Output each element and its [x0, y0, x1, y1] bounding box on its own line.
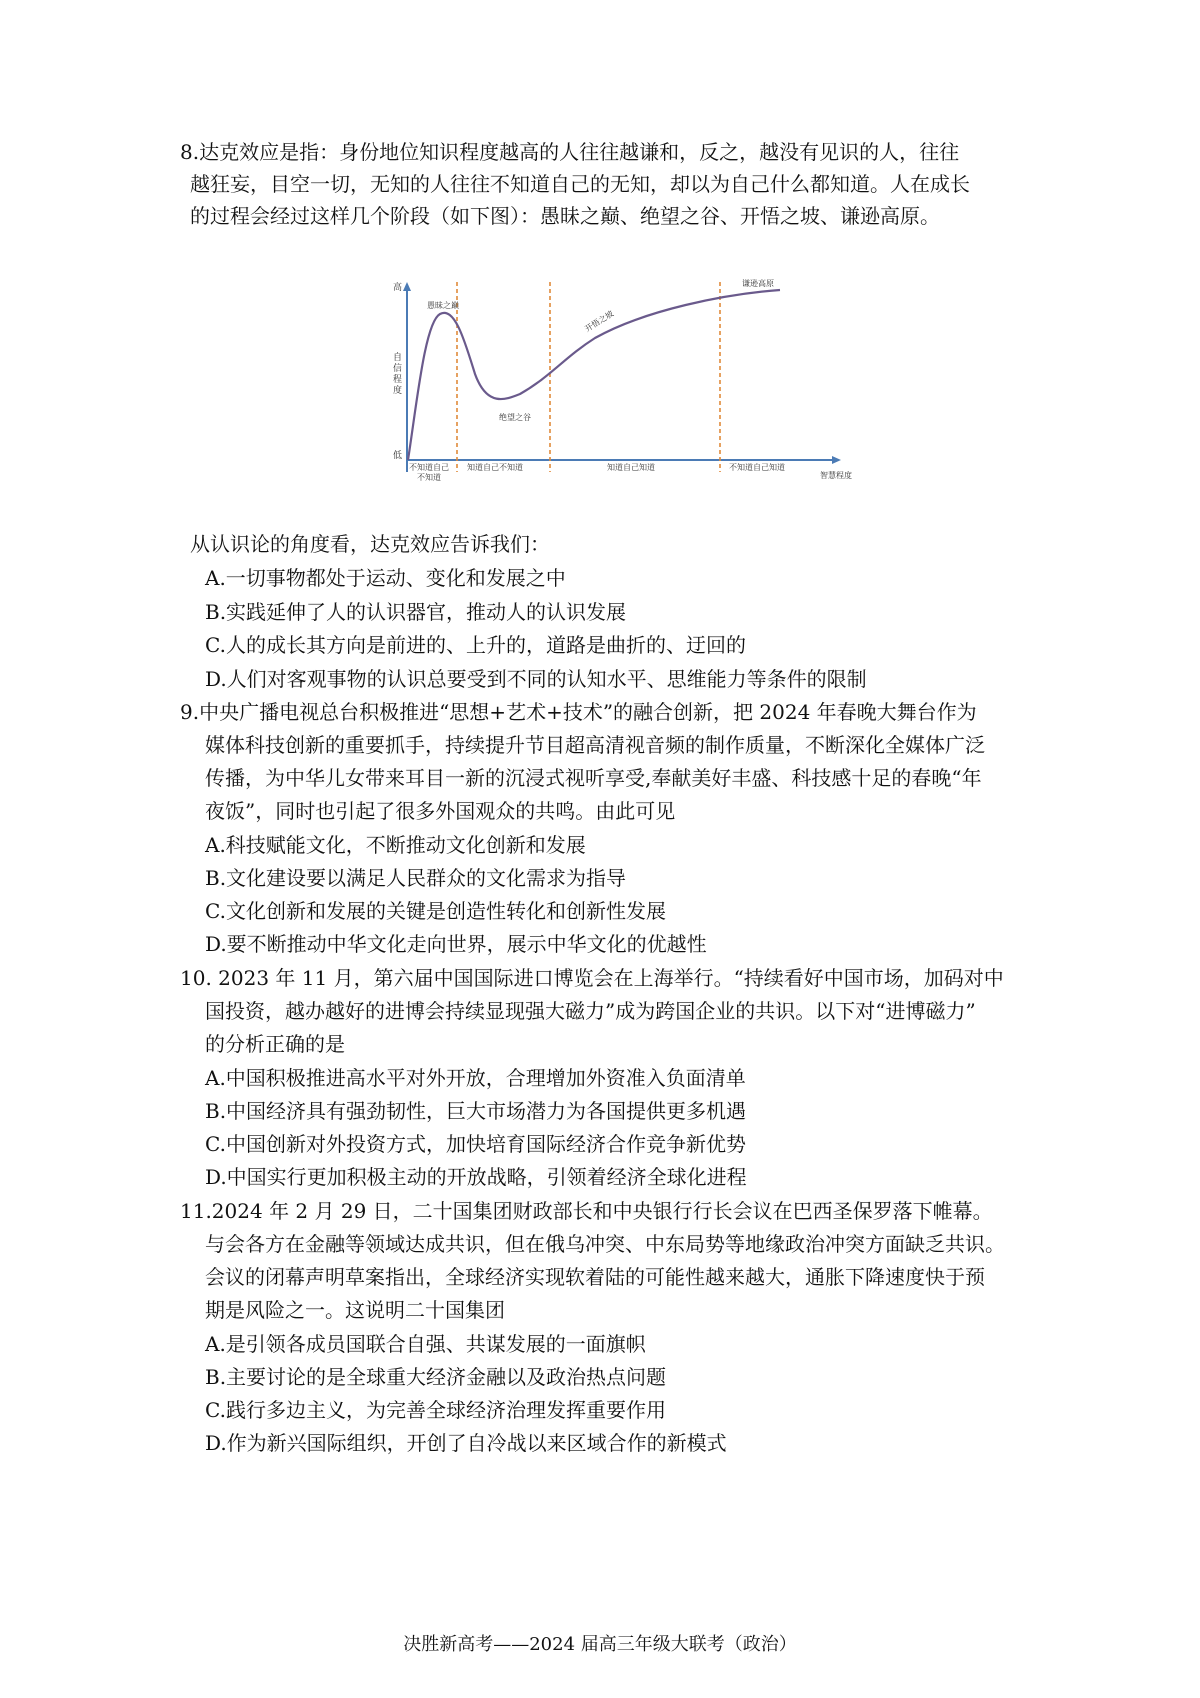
- stage-label: 不知道: [417, 473, 441, 482]
- q9-text-line: 9.中央广播电视总台积极推进“思想+艺术+技术”的融合创新，把 2024 年春晚大舞台作为: [180, 700, 977, 724]
- x-axis-label: 智慧程度: [820, 471, 852, 480]
- q9-text-line: 媒体科技创新的重要抓手，持续提升节目超高清视音频的制作质量，不断深化全媒体广泛: [205, 733, 985, 757]
- q10-option-b[interactable]: B.中国经济具有强劲韧性，巨大市场潜力为各国提供更多机遇: [205, 1099, 747, 1123]
- y-axis-label: 程: [393, 374, 403, 384]
- q9-option-c[interactable]: C.文化创新和发展的关键是创造性转化和创新性发展: [205, 899, 666, 923]
- y-bottom-label: 低: [393, 450, 403, 460]
- q8-option-d[interactable]: D.人们对客观事物的认识总要受到不同的认知水平、思维能力等条件的限制: [205, 667, 867, 691]
- y-axis-label: 自: [393, 352, 403, 362]
- q10-option-c[interactable]: C.中国创新对外投资方式，加快培育国际经济合作竞争新优势: [205, 1132, 746, 1156]
- y-axis-label: 信: [393, 363, 403, 373]
- x-axis-arrow: [832, 456, 841, 464]
- q9-option-b[interactable]: B.文化建设要以满足人民群众的文化需求为指导: [205, 866, 627, 890]
- q8-option-a[interactable]: A.一切事物都处于运动、变化和发展之中: [205, 566, 566, 590]
- q11-text-line: 会议的闭幕声明草案指出，全球经济实现软着陆的可能性越来越大，通胀下降速度快于预: [205, 1265, 985, 1289]
- q11-text-line: 期是风险之一。这说明二十国集团: [205, 1298, 505, 1322]
- q11-text-line: 11.2024 年 2 月 29 日，二十国集团财政部长和中央银行行长会议在巴西圣保罗落下帷幕。: [180, 1199, 993, 1223]
- q9-option-d[interactable]: D.要不断推动中华文化走向世界，展示中华文化的优越性: [205, 932, 707, 956]
- q8-text-line: 的过程会经过这样几个阶段（如下图）：愚昧之巅、绝望之谷、开悟之坡、谦逊高原。: [190, 204, 940, 228]
- page-footer: 决胜新高考——2024 届高三年级大联考（政治）: [403, 1634, 797, 1655]
- q9-text-line: 传播，为中华儿女带来耳目一新的沉浸式视听享受,奉献美好丰盛、科技感十足的春晚“年: [205, 766, 982, 790]
- q10-text-line: 国投资，越办越好的进博会持续显现强大磁力”成为跨国企业的共识。以下对“进博磁力”: [205, 999, 976, 1023]
- peak-annotation: 愚昧之巅: [427, 301, 459, 310]
- q8-option-b[interactable]: B.实践延伸了人的认识器官，推动人的认识发展: [205, 600, 627, 624]
- q11-option-a[interactable]: A.是引领各成员国联合自强、共谋发展的一面旗帜: [205, 1332, 646, 1356]
- y-top-label: 高: [393, 282, 403, 292]
- plateau-annotation: 谦逊高原: [742, 279, 774, 288]
- q8-option-c[interactable]: C.人的成长其方向是前进的、上升的，道路是曲折的、迂回的: [205, 633, 746, 657]
- stage-label: 不知道自己知道: [729, 463, 785, 472]
- q8-text-line: 越狂妄，目空一切，无知的人往往不知道自己的无知，却以为自己什么都知道。人在成长: [190, 172, 970, 196]
- confidence-curve: [408, 290, 780, 460]
- q10-option-d[interactable]: D.中国实行更加积极主动的开放战略，引领着经济全球化进程: [205, 1165, 747, 1189]
- q8-stem: 从认识论的角度看，达克效应告诉我们：: [190, 532, 550, 556]
- stage-label: 知道自己知道: [607, 463, 655, 472]
- slope-annotation: 开悟之坡: [583, 309, 616, 334]
- valley-annotation: 绝望之谷: [499, 413, 531, 422]
- q9-option-a[interactable]: A.科技赋能文化，不断推动文化创新和发展: [205, 833, 586, 857]
- q9-text-line: 夜饭”，同时也引起了很多外国观众的共鸣。由此可见: [205, 799, 676, 823]
- stage-label: 不知道自己: [409, 463, 449, 472]
- q11-option-d[interactable]: D.作为新兴国际组织，开创了自冷战以来区域合作的新模式: [205, 1431, 727, 1455]
- q10-option-a[interactable]: A.中国积极推进高水平对外开放，合理增加外资准入负面清单: [205, 1066, 746, 1090]
- q11-option-b[interactable]: B.主要讨论的是全球重大经济金融以及政治热点问题: [205, 1365, 667, 1389]
- q10-text-line: 的分析正确的是: [205, 1032, 345, 1056]
- q11-option-c[interactable]: C.践行多边主义，为完善全球经济治理发挥重要作用: [205, 1398, 666, 1422]
- dunning-kruger-figure: [393, 279, 875, 502]
- y-axis-label: 度: [393, 385, 403, 395]
- q10-text-line: 10. 2023 年 11 月，第六届中国国际进口博览会在上海举行。“持续看好中国市场，加码对中: [180, 966, 1004, 990]
- y-axis-arrow: [403, 282, 411, 291]
- stage-label: 知道自己不知道: [467, 463, 523, 472]
- q11-text-line: 与会各方在金融等领域达成共识，但在俄乌冲突、中东局势等地缘政治冲突方面缺乏共识。: [205, 1232, 1005, 1256]
- q8-text-line: 8.达克效应是指：身份地位知识程度越高的人往往越谦和，反之，越没有见识的人，往往: [180, 140, 960, 164]
